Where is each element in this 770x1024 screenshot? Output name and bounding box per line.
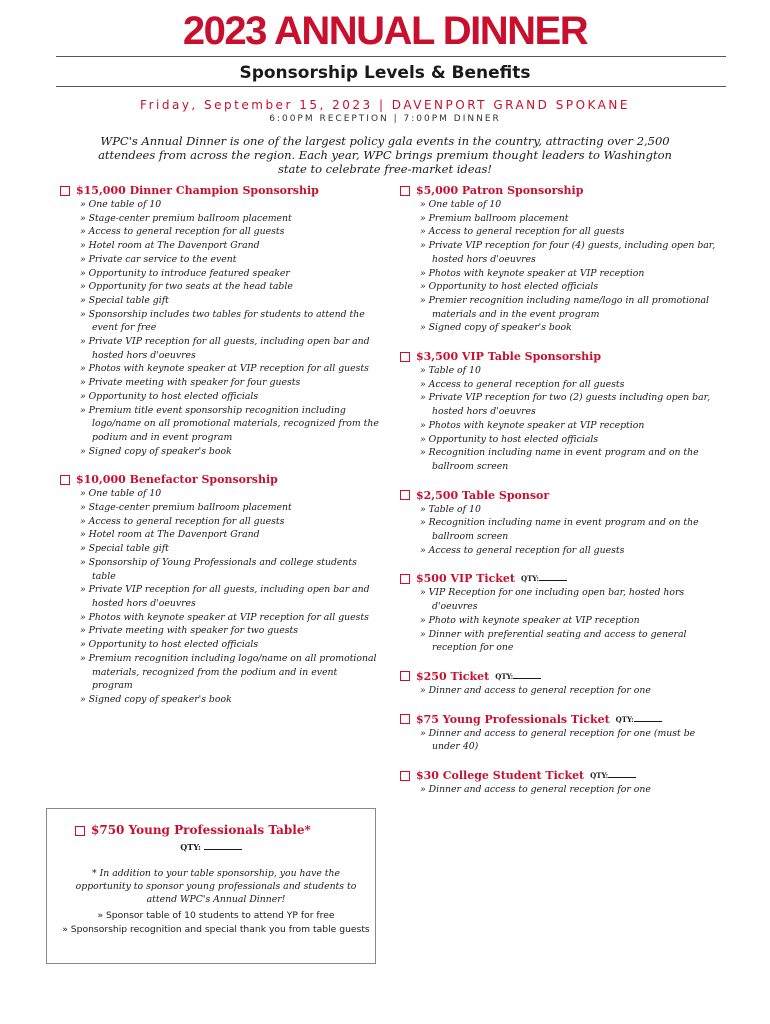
qty-field[interactable] bbox=[495, 669, 541, 684]
benefit-item: » Dinner with preferential seating and access to general reception for one bbox=[420, 628, 687, 654]
benefit-list bbox=[60, 487, 380, 706]
page-subtitle: Sponsorship Levels & Benefits bbox=[239, 63, 531, 83]
yp-bullet: » Sponsorship recognition and special thank you from table guests bbox=[62, 924, 370, 935]
benefit-item: » One table of 10 bbox=[80, 488, 162, 500]
checkbox[interactable] bbox=[60, 475, 70, 485]
benefit-item: » Opportunity to host elected officials bbox=[420, 281, 599, 293]
benefit-list bbox=[400, 503, 720, 558]
event-date-venue: Friday, September 15, 2023 | DAVENPORT GRAND SPOKANE bbox=[140, 98, 630, 112]
checkbox[interactable] bbox=[400, 714, 410, 724]
benefit-item: » Opportunity to introduce featured speaker bbox=[80, 267, 290, 279]
benefit-item: » Special table gift bbox=[80, 294, 169, 306]
qty-blank[interactable] bbox=[513, 671, 541, 679]
sponsorship-level bbox=[400, 571, 720, 655]
sponsorship-level bbox=[400, 488, 720, 558]
checkbox[interactable] bbox=[400, 352, 410, 362]
benefit-item: » Hotel room at The Davenport Grand bbox=[80, 529, 260, 541]
benefit-item: » Signed copy of speaker's book bbox=[80, 445, 232, 457]
benefit-item: » Photos with keynote speaker at VIP reception for all guests bbox=[80, 611, 369, 623]
benefit-list bbox=[400, 783, 720, 797]
benefit-item: » Hotel room at The Davenport Grand bbox=[80, 240, 260, 252]
checkbox[interactable] bbox=[400, 186, 410, 196]
qty-label: QTY: bbox=[590, 771, 609, 781]
yp-note: * In addition to your table sponsorship, you have the opportunity to sponsor young professionals and students to attend WPC's Annual Dinner! bbox=[75, 868, 357, 905]
young-professionals-box bbox=[46, 808, 376, 964]
benefit-item: » Premium ballroom placement bbox=[420, 212, 569, 224]
qty-field[interactable] bbox=[590, 768, 636, 783]
yp-table-title: $750 Young Professionals Table* bbox=[91, 823, 311, 837]
sponsorship-title: $75 Young Professionals Ticket bbox=[416, 712, 610, 726]
sponsorship-title: $2,500 Table Sponsor bbox=[416, 488, 550, 502]
sponsorship-level bbox=[60, 472, 380, 706]
sponsorship-title: $5,000 Patron Sponsorship bbox=[416, 184, 584, 197]
sponsorship-heading[interactable] bbox=[60, 183, 380, 198]
benefit-list bbox=[400, 684, 720, 698]
benefit-item: » Private car service to the event bbox=[80, 253, 237, 265]
benefit-item: » Private VIP reception for two (2) guests including open bar, hosted hors d'oeuvres bbox=[420, 392, 711, 418]
sponsorship-heading[interactable] bbox=[60, 472, 380, 487]
benefit-item: » Access to general reception for all guests bbox=[420, 544, 625, 556]
benefit-item: » Access to general reception for all guests bbox=[80, 226, 285, 238]
qty-blank[interactable] bbox=[204, 842, 242, 850]
sponsorship-heading[interactable] bbox=[400, 712, 720, 727]
benefit-item: » Signed copy of speaker's book bbox=[420, 322, 572, 334]
sponsorship-heading[interactable] bbox=[400, 768, 720, 783]
page-title: 2023 ANNUAL DINNER bbox=[182, 9, 588, 53]
benefit-item: » Access to general reception for all guests bbox=[420, 378, 625, 390]
benefit-item: » Premium title event sponsorship recognition including logo/name on all promotional materials, recognized from the podium and in event program bbox=[80, 404, 379, 443]
benefit-item: » Photo with keynote speaker at VIP reception bbox=[420, 614, 640, 626]
benefit-item: » Sponsorship of Young Professionals and college students table bbox=[80, 556, 357, 582]
sponsorship-title: $15,000 Dinner Champion Sponsorship bbox=[76, 184, 319, 197]
benefit-item: » Stage-center premium ballroom placement bbox=[80, 212, 292, 224]
benefit-item: » VIP Reception for one including open bar, hosted hors d'oeuvres bbox=[420, 587, 685, 613]
sponsorship-level bbox=[400, 768, 720, 797]
divider bbox=[56, 56, 726, 57]
qty-label: QTY: bbox=[521, 574, 540, 584]
benefit-item: » Private meeting with speaker for two guests bbox=[80, 625, 299, 637]
benefit-item: » Access to general reception for all guests bbox=[420, 226, 625, 238]
divider bbox=[56, 86, 726, 87]
checkbox[interactable] bbox=[400, 574, 410, 584]
yp-table-heading[interactable] bbox=[75, 823, 311, 838]
benefit-item: » Stage-center premium ballroom placement bbox=[80, 502, 292, 514]
benefit-list bbox=[400, 727, 720, 754]
sponsorship-heading[interactable] bbox=[400, 349, 720, 364]
benefit-list bbox=[400, 586, 720, 655]
event-times: 6:00PM RECEPTION | 7:00PM DINNER bbox=[269, 114, 501, 124]
benefit-item: » Photos with keynote speaker at VIP reception for all guests bbox=[80, 363, 369, 375]
checkbox[interactable] bbox=[75, 826, 85, 836]
qty-field[interactable] bbox=[521, 571, 567, 586]
benefit-item: » Private VIP reception for four (4) guests, including open bar, hosted hors d'oeuvres bbox=[420, 240, 716, 265]
benefit-item: » Table of 10 bbox=[420, 503, 481, 515]
right-column bbox=[400, 183, 720, 797]
qty-blank[interactable] bbox=[608, 770, 636, 778]
benefit-list bbox=[400, 364, 720, 474]
qty-field[interactable] bbox=[47, 842, 375, 852]
benefit-list bbox=[400, 198, 720, 335]
benefit-item: » Premier recognition including name/logo in all promotional materials and in the event program bbox=[420, 294, 710, 320]
checkbox[interactable] bbox=[60, 186, 70, 196]
benefit-item: » One table of 10 bbox=[80, 199, 162, 210]
sponsorship-heading[interactable] bbox=[400, 571, 720, 586]
benefit-item: » Photos with keynote speaker at VIP reception bbox=[420, 419, 645, 431]
benefit-item: » Access to general reception for all guests bbox=[80, 515, 285, 527]
sponsorship-title: $3,500 VIP Table Sponsorship bbox=[416, 350, 602, 364]
benefit-item: » Sponsorship includes two tables for students to attend the event for free bbox=[80, 308, 365, 334]
sponsorship-level bbox=[400, 669, 720, 698]
sponsorship-level bbox=[400, 712, 720, 754]
sponsorship-level bbox=[400, 183, 720, 335]
benefit-item: » Table of 10 bbox=[420, 365, 481, 377]
benefit-list bbox=[60, 198, 380, 458]
qty-blank[interactable] bbox=[634, 714, 662, 722]
sponsorship-title: $30 College Student Ticket bbox=[416, 769, 585, 783]
sponsorship-title: $250 Ticket bbox=[416, 669, 490, 683]
qty-blank[interactable] bbox=[539, 573, 567, 581]
benefit-item: » Opportunity to host elected officials bbox=[80, 639, 259, 651]
benefit-item: » Dinner and access to general reception for one bbox=[420, 784, 651, 796]
sponsorship-title: $10,000 Benefactor Sponsorship bbox=[76, 473, 278, 487]
qty-label: QTY: bbox=[180, 842, 201, 852]
intro-paragraph: WPC's Annual Dinner is one of the largest policy gala events in the country, attracting over 2,500 attendees from across the region. Each year, WPC brings premium thought leaders to Washington state to celebrate free-market ideas! bbox=[98, 134, 672, 176]
benefit-item: » Opportunity to host elected officials bbox=[80, 390, 259, 402]
benefit-item: » Recognition including name in event program and on the ballroom screen bbox=[420, 447, 699, 472]
sponsorship-heading[interactable] bbox=[400, 488, 720, 503]
sponsorship-heading[interactable] bbox=[400, 669, 720, 684]
yp-bullet: » Sponsor table of 10 students to attend YP for free bbox=[97, 910, 335, 921]
benefit-item: » Photos with keynote speaker at VIP reception bbox=[420, 267, 645, 279]
sponsorship-level bbox=[400, 349, 720, 474]
sponsorship-level bbox=[60, 183, 380, 458]
benefit-item: » Premium recognition including logo/name on all promotional materials, recognized from the podium and in event program bbox=[80, 652, 377, 692]
sponsorship-heading[interactable] bbox=[400, 183, 720, 198]
benefit-item: » Private meeting with speaker for four guests bbox=[80, 377, 301, 389]
benefit-item: » One table of 10 bbox=[420, 199, 502, 210]
checkbox[interactable] bbox=[400, 771, 410, 781]
benefit-item: » Special table gift bbox=[80, 543, 169, 555]
benefit-item: » Opportunity for two seats at the head table bbox=[80, 281, 293, 293]
benefit-item: » Private VIP reception for all guests, including open bar and hosted hors d'oeuvres bbox=[80, 584, 370, 609]
qty-field[interactable] bbox=[616, 712, 662, 727]
qty-label: QTY: bbox=[615, 714, 634, 724]
benefit-item: » Signed copy of speaker's book bbox=[80, 693, 232, 705]
benefit-item: » Dinner and access to general reception for one (must be under 40) bbox=[420, 727, 696, 753]
left-column bbox=[60, 183, 380, 707]
benefit-item: » Opportunity to host elected officials bbox=[420, 433, 599, 445]
benefit-item: » Private VIP reception for all guests, including open bar and hosted hors d'oeuvres bbox=[80, 336, 370, 361]
checkbox[interactable] bbox=[400, 671, 410, 681]
sponsorship-title: $500 VIP Ticket bbox=[416, 572, 515, 586]
checkbox[interactable] bbox=[400, 490, 410, 500]
qty-label: QTY: bbox=[495, 671, 514, 681]
benefit-item: » Recognition including name in event program and on the ballroom screen bbox=[420, 517, 699, 543]
benefit-item: » Dinner and access to general reception for one bbox=[420, 684, 651, 696]
